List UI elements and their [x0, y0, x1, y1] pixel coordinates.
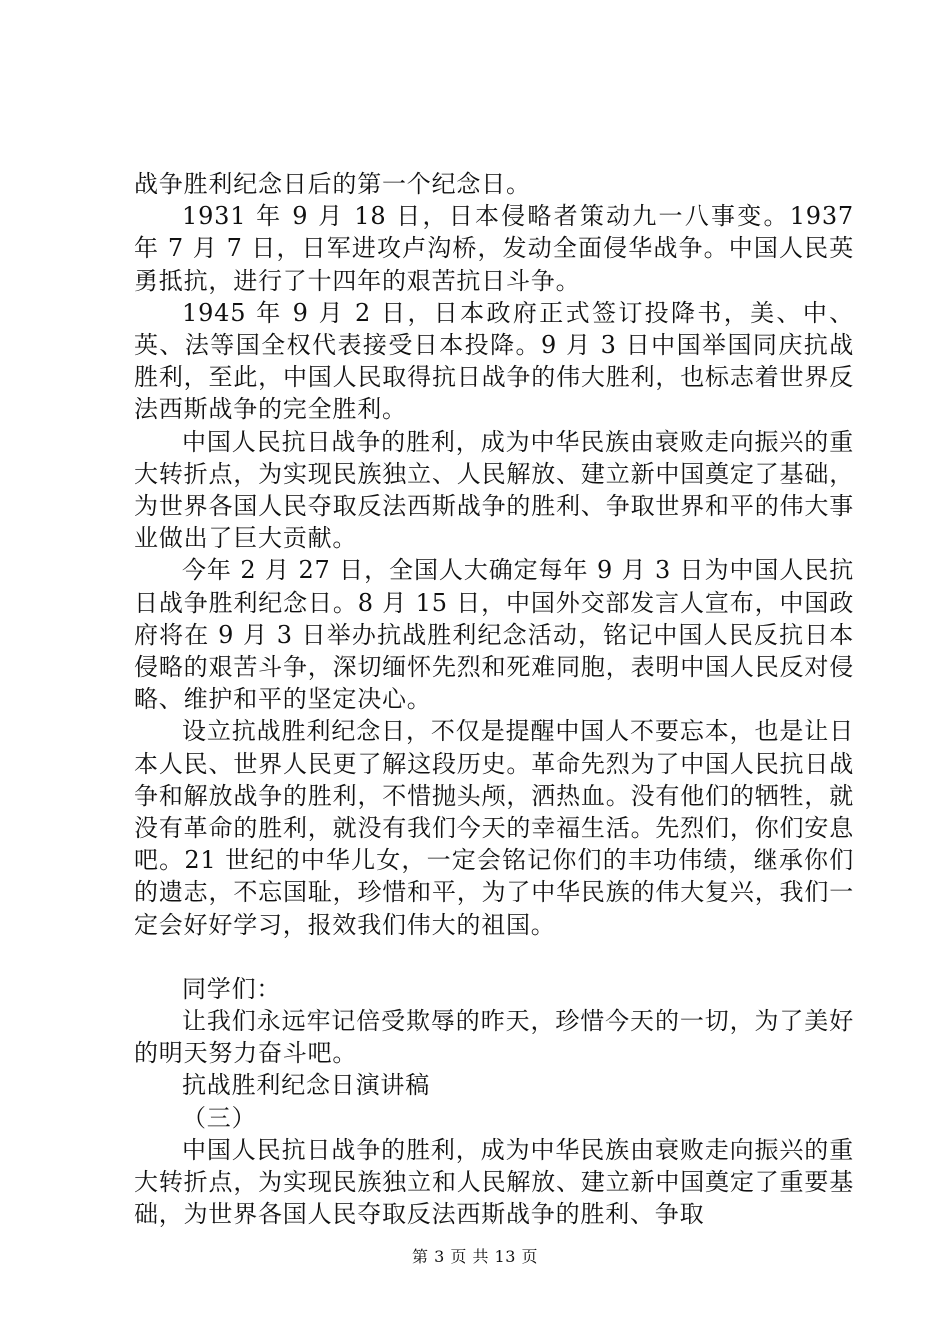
- paragraph-memorial-day: 今年 2 月 27 日，全国人大确定每年 9 月 3 日为中国人民抗日战争胜利纪念日。8 月 15 日，中国外交部发言人宣布，中国政府将在 9 月 3 日举办抗战胜利纪念活动，铭记中国人民反抗日本侵略的艰苦斗争，深切缅怀先烈和死难同胞，表明中国人民反对侵略、维护和平的坚定决心。: [134, 556, 854, 714]
- paragraph-closing: 让我们永远牢记倍受欺辱的昨天，珍惜今天的一切，为了美好的明天努力奋斗吧。: [134, 1007, 854, 1068]
- paragraph-section-three: 中国人民抗日战争的胜利，成为中华民族由衰败走向振兴的重大转折点，为实现民族独立和人民解放、建立新中国奠定了重要基础，为世界各国人民夺取反法西斯战争的胜利、争取: [134, 1135, 854, 1229]
- section-title: 抗战胜利纪念日演讲稿: [182, 1071, 430, 1100]
- page-footer: 第 3 页 共 13 页: [412, 1247, 538, 1266]
- paragraph-remembrance: 设立抗战胜利纪念日，不仅是提醒中国人不要忘本，也是让日本人民、世界人民更了解这段历史。革命先烈为了中国人民抗日战争和解放战争的胜利，不惜抛头颅，洒热血。没有他们的牺牲，就没有革命的胜利，就没有我们今天的幸福生活。先烈们，你们安息吧。21 世纪的中华儿女，一定会铭记你们的丰功伟绩，继承你们的遗志，不忘国耻，珍惜和平，为了中华民族的伟大复兴，我们一定会好好学习，报效我们伟大的祖国。: [134, 717, 854, 939]
- document-body: [134, 168, 854, 1231]
- paragraph-1931: 1931 年 9 月 18 日，日本侵略者策动九一八事变。1937 年 7 月 7 日，日军进攻卢沟桥，发动全面侵华战争。中国人民英勇抵抗，进行了十四年的艰苦抗日斗争。: [134, 202, 854, 295]
- paragraph-victory-significance: 中国人民抗日战争的胜利，成为中华民族由衰败走向振兴的重大转折点，为实现民族独立、人民解放、建立新中国奠定了基础，为世界各国人民夺取反法西斯战争的胜利、争取世界和平的伟大事业做出了巨大贡献。: [134, 427, 854, 553]
- paragraph-1945: 1945 年 9 月 2 日，日本政府正式签订投降书，美、中、英、法等国全权代表接受日本投降。9 月 3 日中国举国同庆抗战胜利，至此，中国人民取得抗日战争的伟大胜利，也标志着世界反法西斯战争的完全胜利。: [134, 298, 854, 424]
- section-number: （三）: [182, 1103, 257, 1132]
- paragraph-salutation: 同学们：: [182, 974, 282, 1003]
- paragraph-continuation: 战争胜利纪念日后的第一个纪念日。: [134, 170, 531, 198]
- paragraph-gap: [134, 941, 854, 973]
